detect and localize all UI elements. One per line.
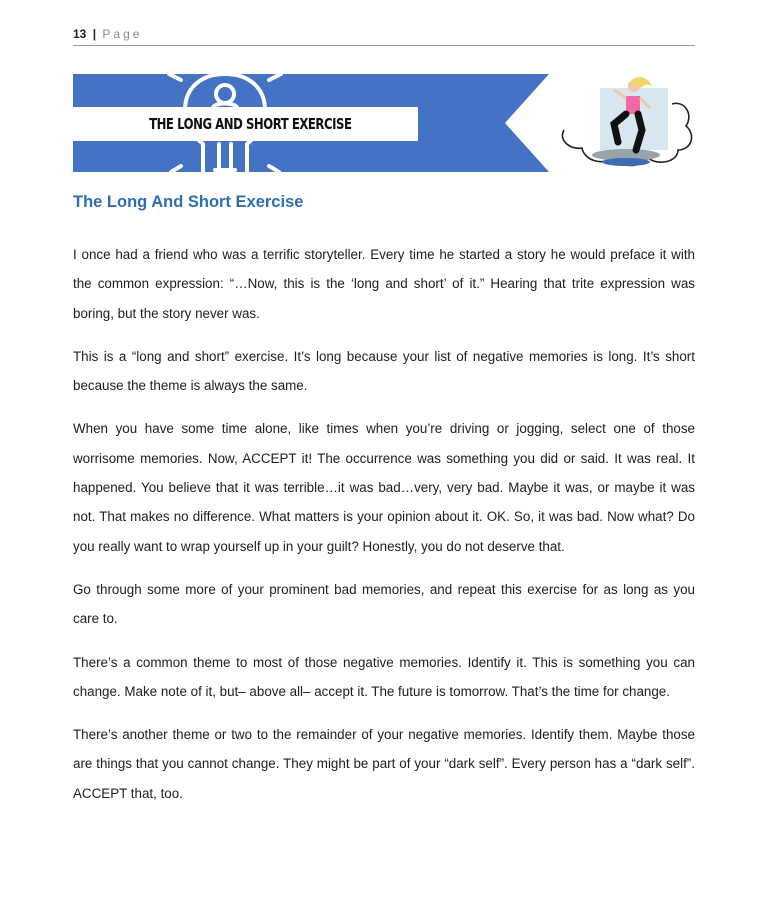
page-number: 13 (73, 27, 87, 41)
page-separator: | (92, 27, 97, 41)
page-header (73, 27, 695, 46)
paragraph: This is a “long and short” exercise. It’s long because your list of negative memories is long. It’s short because the theme is always the same. (73, 348, 695, 394)
section-title: The Long And Short Exercise (73, 193, 304, 211)
page-label: Page (102, 27, 143, 41)
woman-step-exercise-illustration (556, 70, 696, 175)
banner-title: THE LONG AND SHORT EXERCISE (149, 115, 352, 133)
paragraph: Go through some more of your prominent bad memories, and repeat this exercise for as long as you care to. (73, 581, 695, 627)
paragraph: There’s another theme or two to the remainder of your negative memories. Identify them. Maybe those are things that you cannot change. They might be part of your “dark self”. Every person has a “dark self”. ACCEPT that, too. (73, 727, 695, 801)
paragraph: I once had a friend who was a terrific storyteller. Every time he started a story he would preface it with the common expression: “…Now, this is the ‘long and short’ of it.” Hearing that trite expression was boring, but the story never was. (73, 247, 695, 321)
paragraph: There’s a common theme to most of those negative memories. Identify it. This is something you can change. Make note of it, but– above all– accept it. The future is tomorrow. That’s the time for change. (73, 654, 695, 699)
step-base (602, 158, 650, 166)
paragraph: When you have some time alone, like times when you’re driving or jogging, select one of those worrisome memories. Now, ACCEPT it! The occurrence was something you did or said. It was real. It happened. You believe that it was terrible…it was bad…very, very bad. Maybe it was, or maybe it was not. That makes no difference. What matters is your opinion about it. OK. So, it was bad. Now what? Do you really want to wrap yourself up in your guilt? Honestly, you do not deserve that. (73, 421, 695, 554)
body-text (73, 240, 695, 822)
